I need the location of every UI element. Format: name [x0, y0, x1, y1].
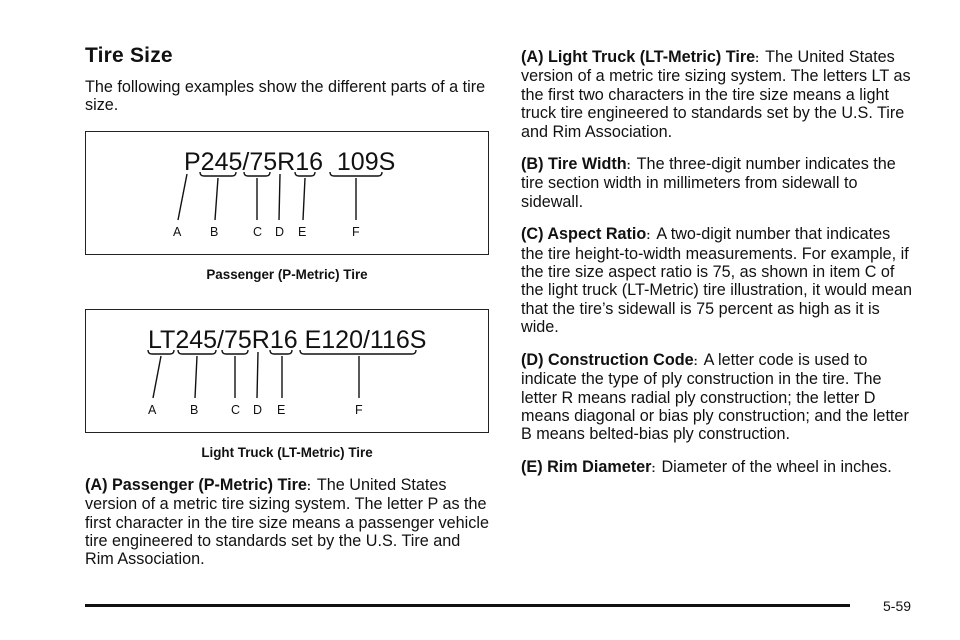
definition-term: (D) Construction Code — [521, 350, 694, 369]
page-number: 5-59 — [883, 598, 912, 614]
label-e: E — [277, 402, 286, 417]
definition-text: Diameter of the wheel in inches. — [661, 457, 892, 476]
label-f: F — [355, 402, 363, 417]
definition-rim-diameter — [521, 458, 913, 477]
intro-paragraph: The following examples show the different parts of a tire size. — [85, 78, 486, 115]
label-b: B — [210, 224, 219, 239]
definition-term: (B) Tire Width — [521, 155, 627, 174]
section-title: Tire Size — [85, 44, 173, 67]
passenger-tire-figure — [85, 131, 489, 255]
light-truck-tire-code: LT245/75R16 E120/116S — [148, 325, 427, 354]
passenger-tire-code: P245/75R16 109S — [184, 147, 396, 176]
definition-colon: : — [755, 51, 760, 65]
passenger-tire-caption: Passenger (P-Metric) Tire — [206, 266, 368, 282]
label-a: A — [173, 224, 182, 239]
definition-aspect-ratio — [521, 225, 913, 336]
definition-text: The United States version of a metric tire sizing system. The letters LT as the first two characters in the tire size means a light truck tire engineered to standards set by the U.S. Tire and Rim Association. — [521, 48, 911, 141]
definition-term: (E) Rim Diameter — [521, 457, 652, 476]
left-column — [85, 44, 489, 583]
definition-colon: : — [693, 353, 698, 368]
label-b: B — [190, 402, 199, 417]
definition-text: The United States version of a metric tire sizing system. The letter P as the first character in the tire size means a passenger vehicle tire engineered to standards set by the U.S. Tire and Rim Association. — [85, 475, 489, 569]
definition-construction-code — [521, 351, 913, 444]
definition-colon: : — [626, 158, 631, 173]
label-e: E — [298, 224, 307, 239]
light-truck-tire-figure — [85, 309, 489, 433]
label-c: C — [231, 402, 241, 417]
light-truck-tire-diagram — [86, 310, 490, 434]
label-c: C — [253, 224, 263, 239]
label-a: A — [148, 402, 157, 417]
definition-term: (C) Aspect Ratio — [521, 225, 647, 244]
right-column — [521, 48, 913, 491]
definition-text: A letter code is used to indicate the type of ply construction in the tire. The letter R means radial ply construction; the letter D means diagonal or bias ply construction; and the letter B means belted-bias ply construction. — [521, 350, 909, 444]
pointer-b — [195, 356, 197, 398]
footer-rule — [85, 604, 850, 607]
pointer-e — [303, 178, 305, 220]
pointer-b — [215, 178, 218, 220]
definition-term: (A) Passenger (P-Metric) Tire — [85, 475, 307, 494]
label-d: D — [253, 402, 263, 417]
pointer-a — [178, 174, 187, 220]
definition-text: A two-digit number that indicates the tire height-to-width measurements. For example, if the tire size aspect ratio is 75, as shown in item C of the light truck (LT-Metric) tire illustration, it would mean that the tire’s sidewall is 75 percent as high as it is wide. — [521, 225, 913, 337]
definition-colon: : — [306, 478, 311, 493]
passenger-tire-diagram — [86, 132, 490, 256]
definition-colon: : — [646, 228, 651, 243]
pointer-d — [257, 352, 258, 398]
pointer-a — [153, 356, 161, 398]
definition-light-truck-tire — [521, 48, 913, 141]
definition-colon: : — [651, 460, 656, 475]
light-truck-tire-caption: Light Truck (LT-Metric) Tire — [201, 444, 373, 460]
label-d: D — [275, 224, 285, 239]
definition-tire-width — [521, 155, 913, 211]
definition-text: The three-digit number indicates the tire section width in millimeters from sidewall to sidewall. — [521, 155, 896, 211]
definition-term: (A) Light Truck (LT-Metric) Tire — [521, 48, 756, 66]
label-f: F — [352, 224, 360, 239]
pointer-d — [279, 174, 280, 220]
definition-passenger-tire — [85, 476, 489, 569]
